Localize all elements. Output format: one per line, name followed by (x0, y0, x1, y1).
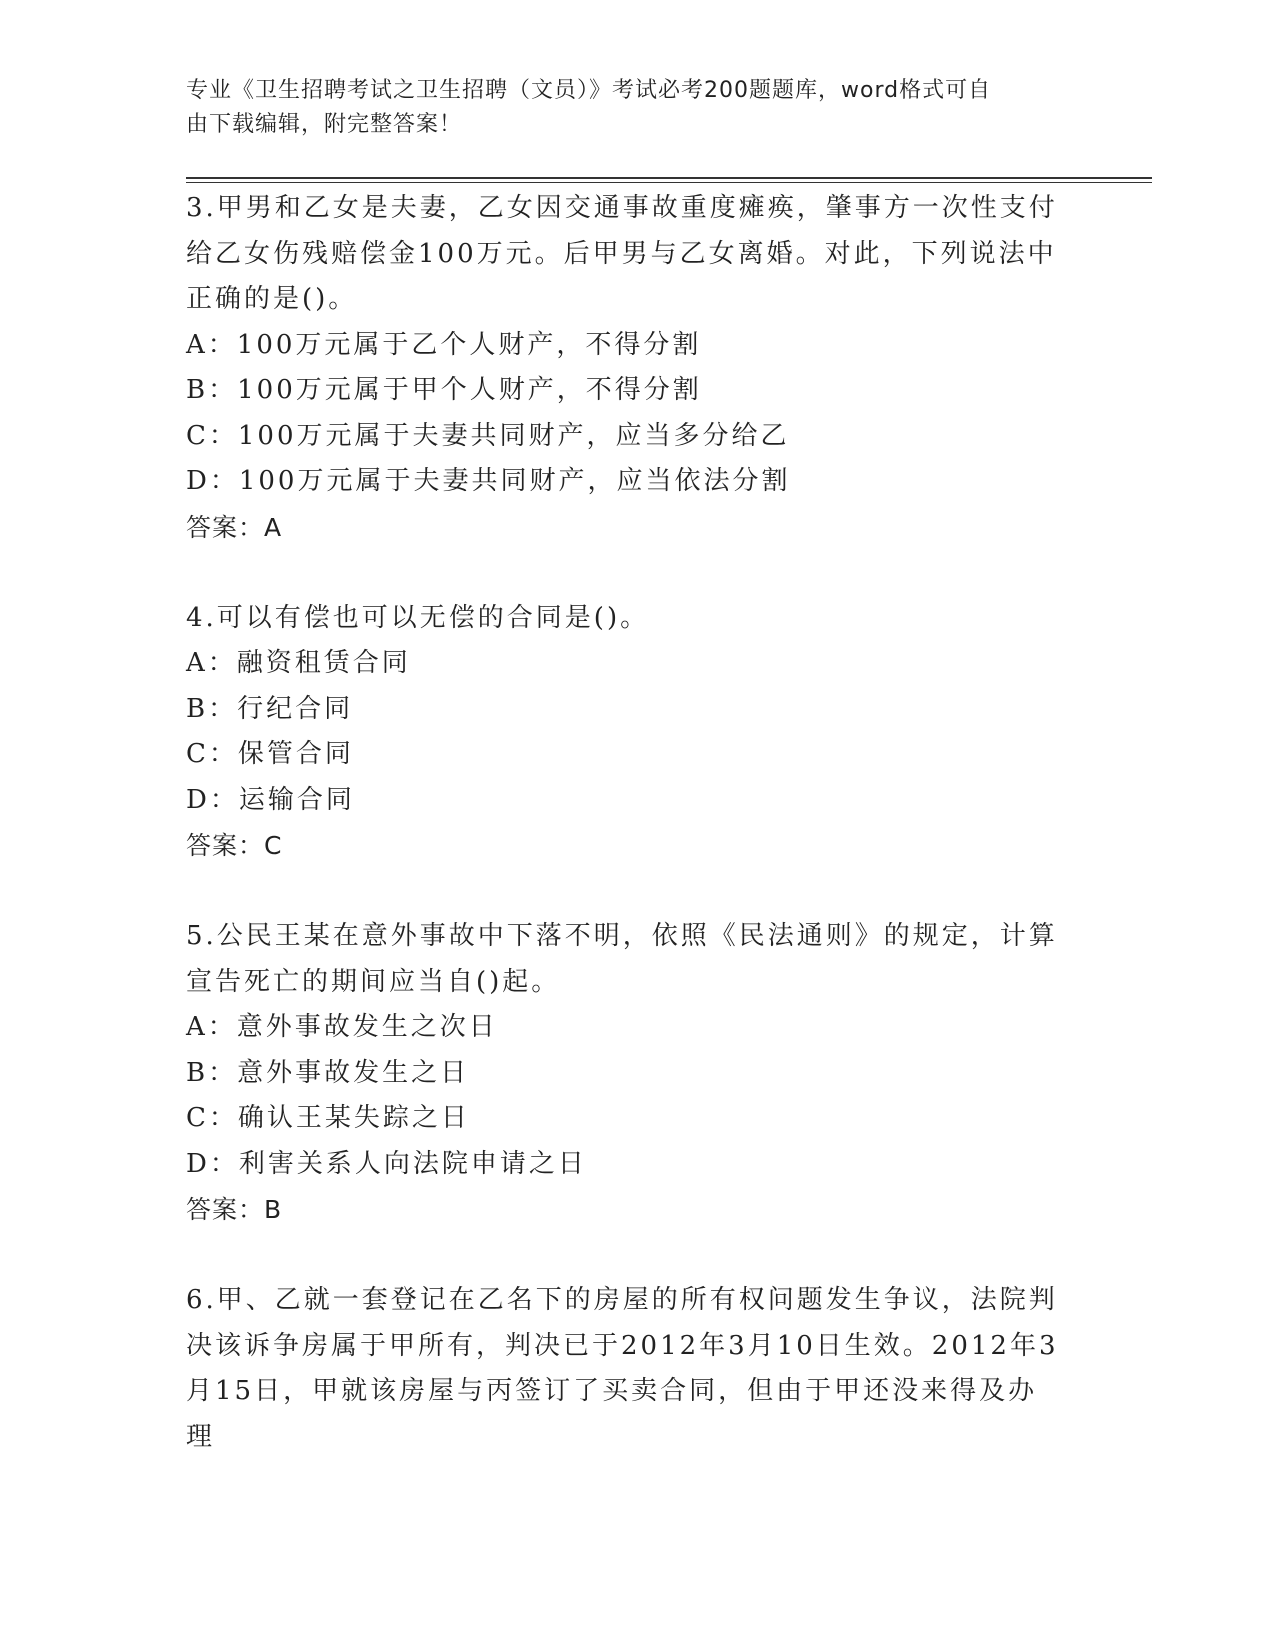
question-spacer (186, 550, 1086, 596)
question-stem-line: 3.甲男和乙女是夫妻，乙女因交通事故重度瘫痪，肇事方一次性支付 (186, 193, 1058, 223)
header-title-line-1: 专业《卫生招聘考试之卫生招聘（文员）》考试必考200题题库，word格式可自 (186, 78, 992, 103)
header-title-line-2: 由下载编辑，附完整答案！ (186, 112, 463, 137)
option-c: C：100万元属于夫妻共同财产，应当多分给乙 (186, 420, 790, 451)
question-stem-line: 正确的是()。 (186, 284, 358, 314)
option-b: B：意外事故发生之日 (186, 1057, 470, 1088)
option-b: B：100万元属于甲个人财产，不得分割 (186, 375, 702, 405)
question-stem-line: 给乙女伤残赔偿金100万元。后甲男与乙女离婚。对此，下列说法中 (186, 238, 1057, 269)
header-rule-thin (186, 182, 1152, 183)
option-a: A：意外事故发生之次日 (186, 1012, 498, 1042)
question-stem-line: 月15日，甲就该房屋与丙签订了买卖合同，但由于甲还没来得及办理 (186, 1376, 1038, 1452)
option-a: A：100万元属于乙个人财产，不得分割 (186, 329, 702, 360)
answer: 答案：A (186, 512, 283, 542)
answer: 答案：C (186, 831, 283, 860)
header-rule-thick (186, 177, 1152, 179)
question-stem-line: 4.可以有偿也可以无偿的合同是()。 (186, 602, 650, 633)
document-header (186, 74, 1066, 142)
question-stem-line: 宣告死亡的期间应当自()起。 (186, 966, 561, 997)
option-d: D：运输合同 (186, 784, 355, 815)
option-c: C：保管合同 (186, 739, 354, 769)
question-list (186, 186, 1086, 1460)
question-stem-line: 决该诉争房属于甲所有，判决已于2012年3月10日生效。2012年3 (186, 1330, 1059, 1361)
question-spacer (186, 1233, 1086, 1279)
question-stem-line: 5.公民王某在意外事故中下落不明，依照《民法通则》的规定，计算 (186, 921, 1058, 951)
question-6 (186, 1278, 1086, 1460)
option-c: C：确认王某失踪之日 (186, 1103, 470, 1133)
question-5 (186, 914, 1086, 1233)
question-spacer (186, 869, 1086, 915)
question-stem-line: 6.甲、乙就一套登记在乙名下的房屋的所有权问题发生争议，法院判 (186, 1285, 1058, 1315)
question-4 (186, 596, 1086, 869)
question-3 (186, 186, 1086, 550)
option-b: B：行纪合同 (186, 693, 354, 724)
option-a: A：融资租赁合同 (186, 648, 411, 678)
answer: 答案：B (186, 1195, 283, 1224)
option-d: D：利害关系人向法院申请之日 (186, 1148, 587, 1179)
option-d: D：100万元属于夫妻共同财产，应当依法分割 (186, 466, 791, 496)
